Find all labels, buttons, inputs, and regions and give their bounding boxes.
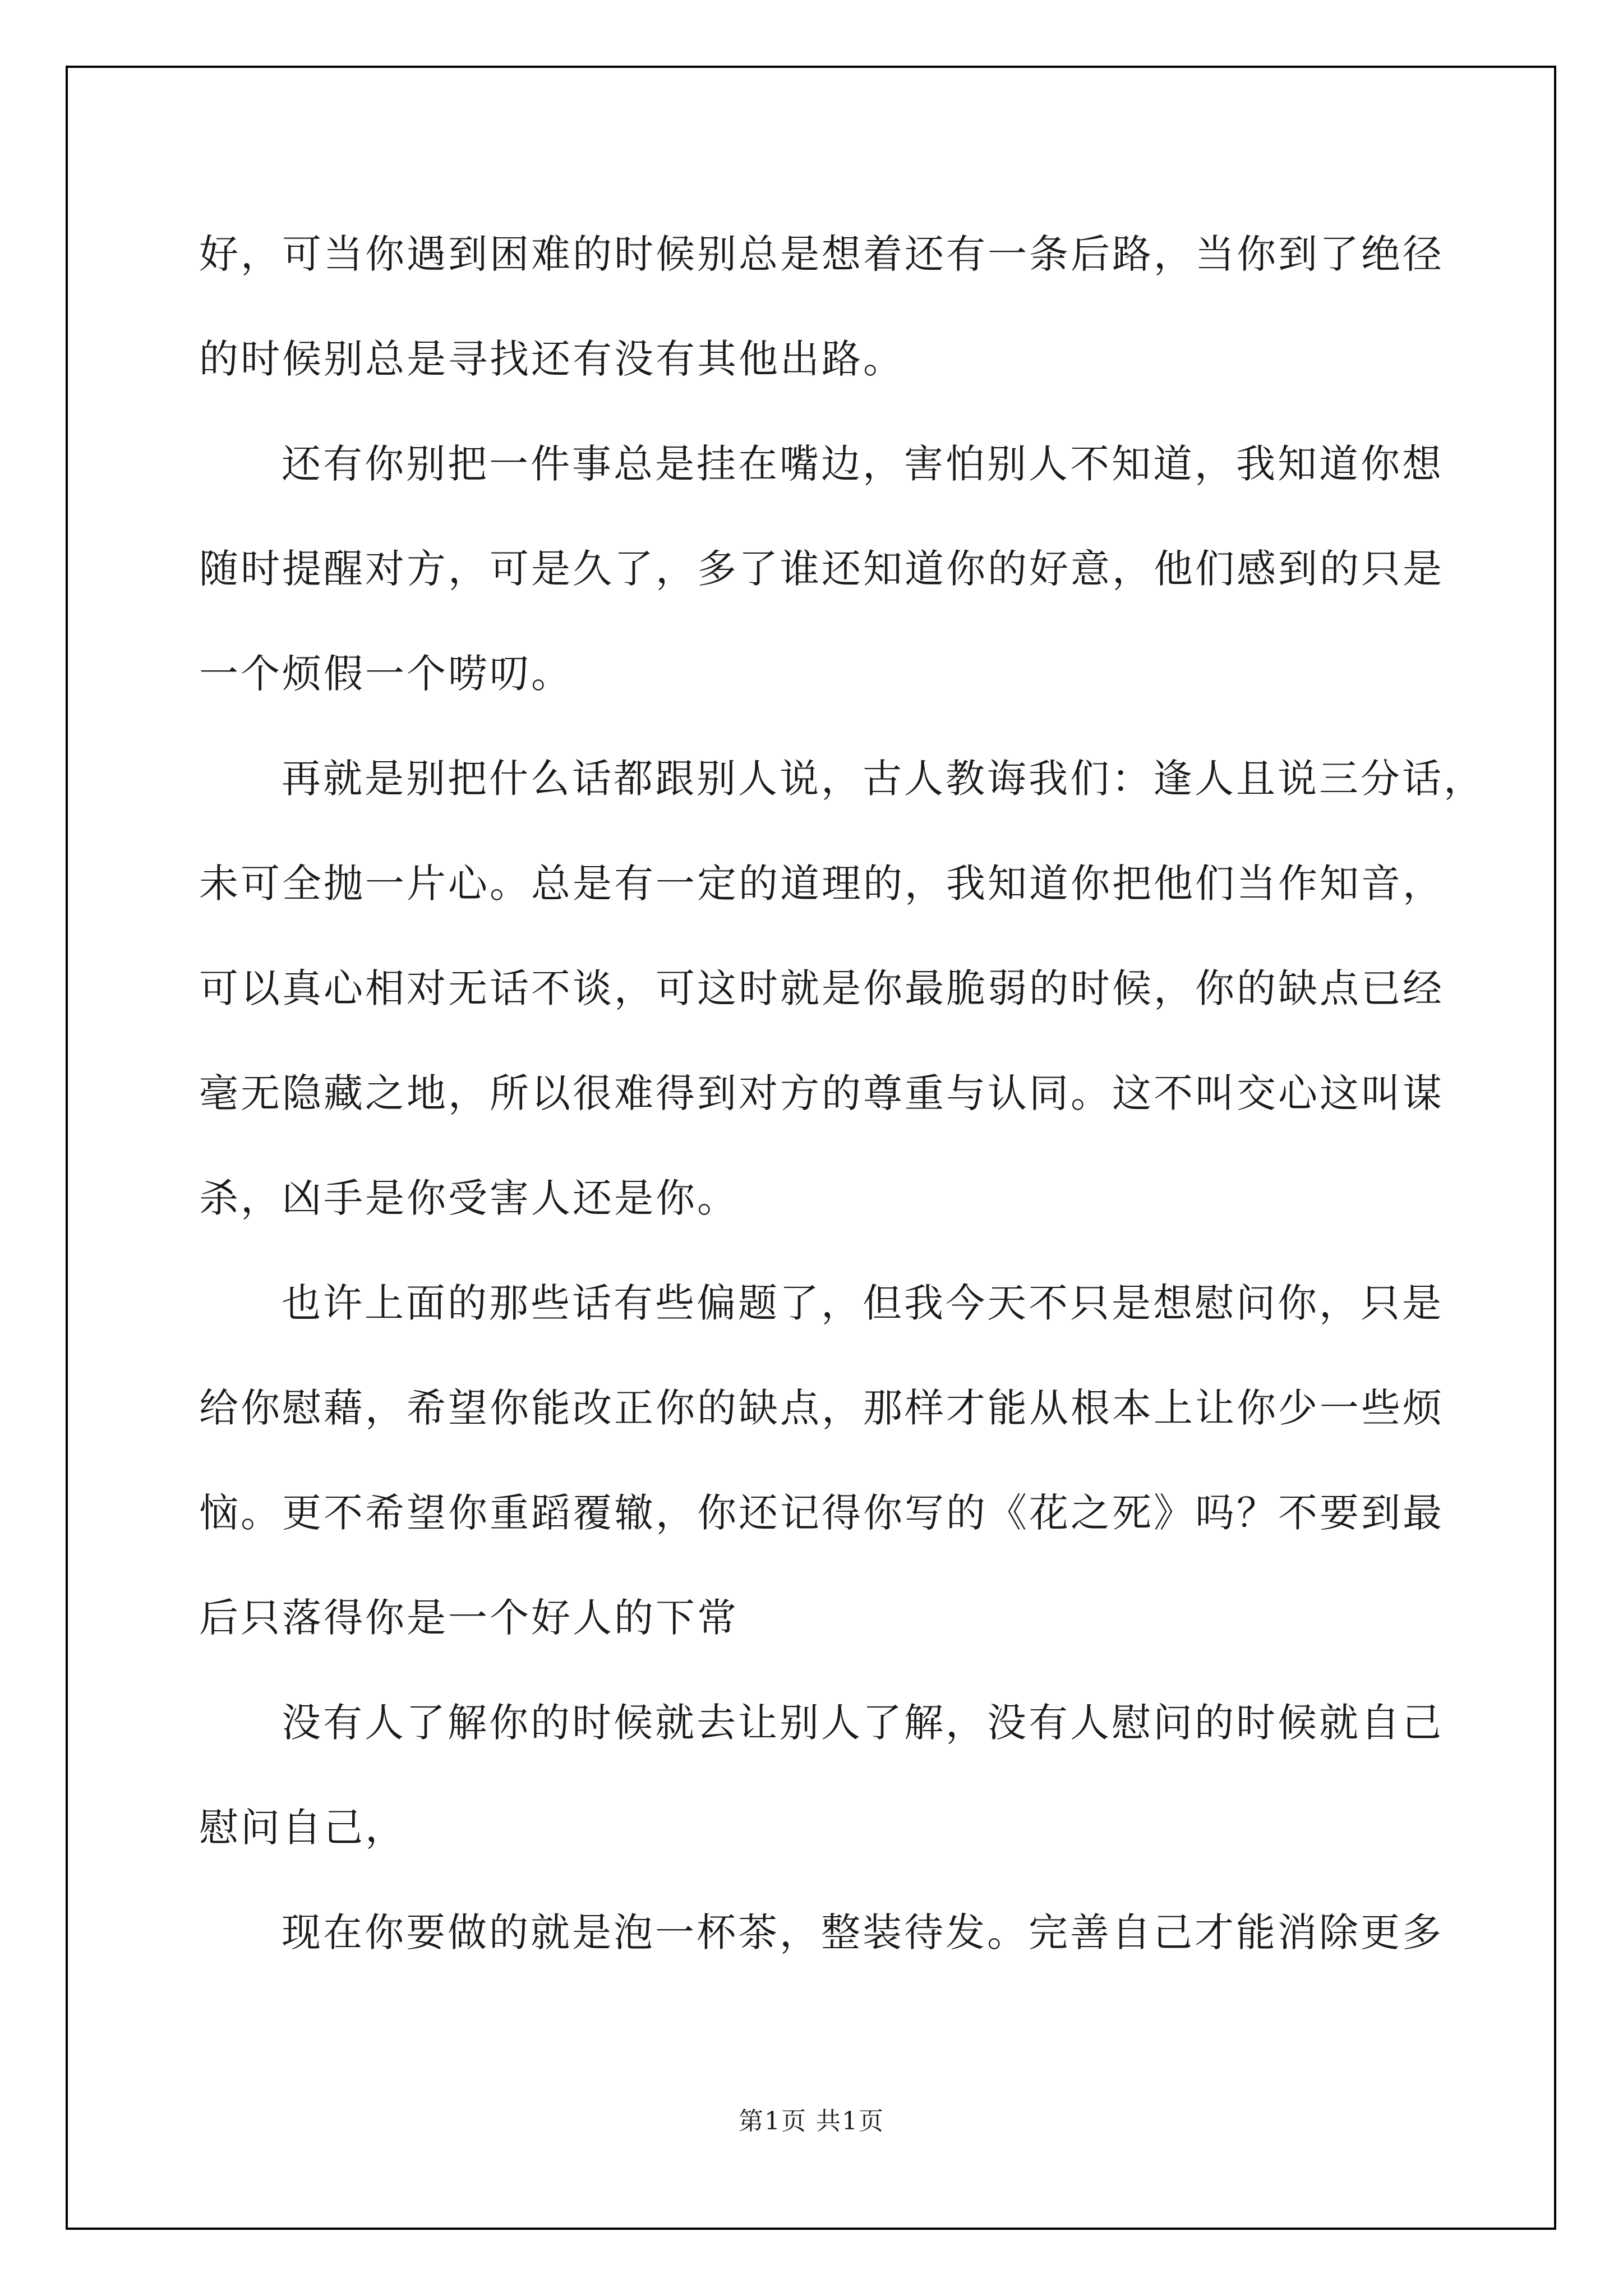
text-line: 毫无隐藏之地，所以很难得到对方的尊重与认同。这不叫交心这叫谋 [199,1070,1444,1116]
text-line: 好，可当你遇到困难的时候别总是想着还有一条后路，当你到了绝径 [199,231,1444,277]
text-line: 随时提醒对方，可是久了，多了谁还知道你的好意，他们感到的只是 [199,546,1444,592]
text-line: 还有你别把一件事总是挂在嘴边，害怕别人不知道，我知道你想 [282,441,1444,487]
text-line: 未可全抛一片心。总是有一定的道理的，我知道你把他们当作知音， [199,861,1444,907]
text-line: 慰问自己， [199,1805,407,1851]
text-line: 一个烦假一个唠叨。 [199,651,573,697]
text-line: 也许上面的那些话有些偏题了，但我今天不只是想慰问你，只是 [282,1280,1444,1326]
text-line: 后只落得你是一个好人的下常 [199,1595,739,1641]
text-line: 恼。更不希望你重蹈覆辙，你还记得你写的《花之死》吗？不要到最 [199,1490,1444,1536]
text-line: 现在你要做的就是泡一杯茶，整装待发。完善自己才能消除更多 [282,1910,1444,1955]
text-line: 再就是别把什么话都跟别人说，古人教诲我们：逢人且说三分话， [282,756,1485,802]
page-footer: 第1页 共1页 [739,2107,884,2136]
text-line: 杀，凶手是你受害人还是你。 [199,1175,739,1221]
text-line: 可以真心相对无话不谈，可这时就是你最脆弱的时候，你的缺点已经 [199,965,1444,1011]
text-line: 的时候别总是寻找还有没有其他出路。 [199,336,905,382]
document-body [199,202,1489,1985]
text-line: 给你慰藉，希望你能改正你的缺点，那样才能从根本上让你少一些烦 [199,1385,1444,1431]
text-line: 没有人了解你的时候就去让别人了解，没有人慰问的时候就自己 [282,1700,1444,1746]
